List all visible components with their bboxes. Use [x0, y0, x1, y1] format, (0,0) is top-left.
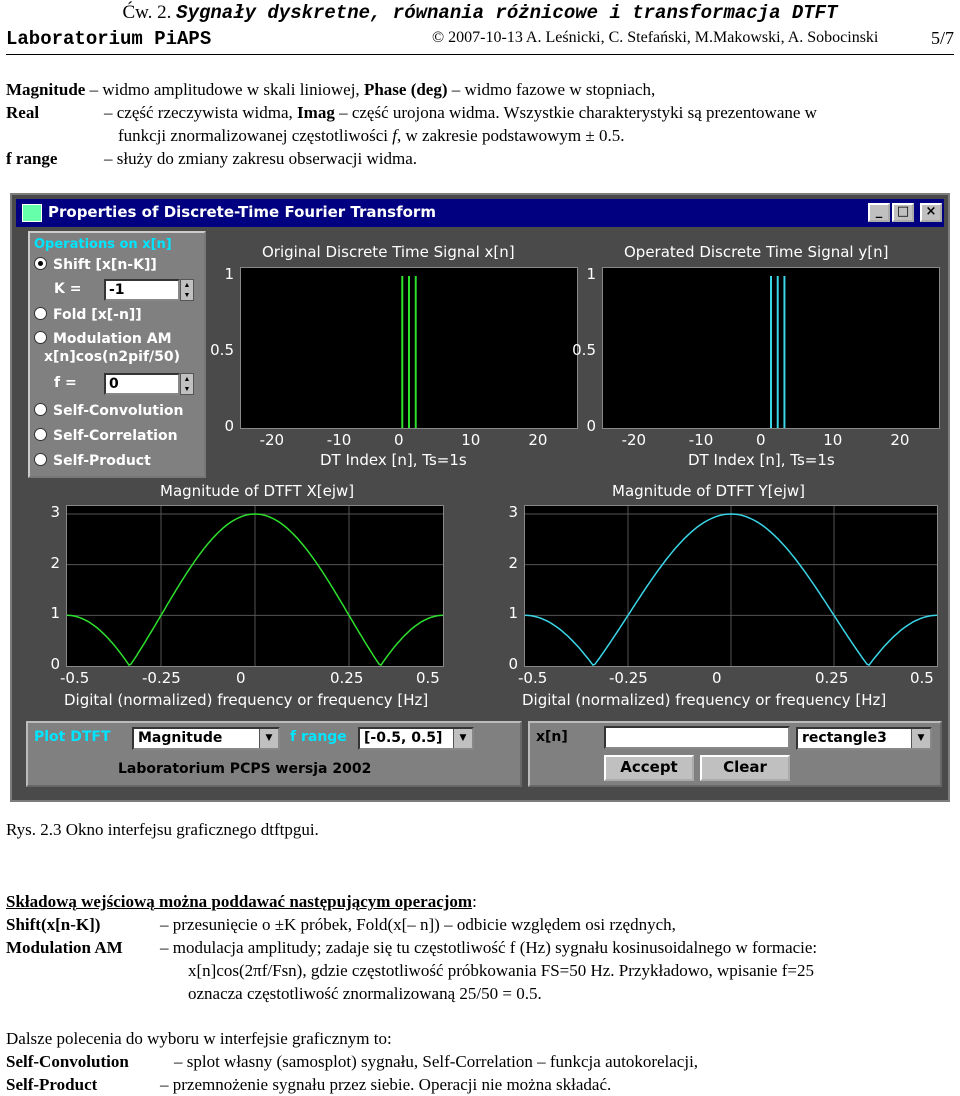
term-phase: Phase (deg): [363, 80, 448, 99]
definition-real-cont: [118, 124, 624, 147]
y-tick-label: 1: [50, 604, 60, 623]
radio-icon[interactable]: [34, 403, 47, 416]
frange-label: f range: [290, 729, 347, 745]
lab-name: Laboratorium PiAPS: [6, 28, 212, 50]
y-tick-label: 0: [224, 417, 234, 435]
x-tick-label: 0.5: [416, 669, 440, 687]
page-header-title: [0, 2, 960, 24]
x-tick-label: 10: [823, 431, 843, 449]
plot3-title: Magnitude of DTFT X[ejw]: [160, 482, 355, 500]
text-magnitude: – widmo amplitudowe w skali liniowej,: [89, 80, 360, 99]
page-header-bar: [6, 28, 954, 55]
x-tick-label: 0: [394, 431, 404, 449]
further-line: Dalsze polecenia do wyboru w interfejsie graficznym to:: [6, 1029, 392, 1048]
f-label: f =: [54, 375, 77, 391]
x-tick-label: 0: [756, 431, 766, 449]
xn-label: x[n]: [536, 729, 568, 745]
plot-dtft-select[interactable]: [132, 727, 280, 750]
option-mod-formula: x[n]cos(n2pif/50): [44, 349, 181, 365]
y-tick-label: 0: [508, 655, 518, 673]
ops-heading-text: Składową wejściową można poddawać następującym operacjom: [6, 892, 473, 911]
x-tick-label: -10: [688, 431, 714, 449]
x-tick-label: -20: [259, 431, 285, 449]
text-imag: – część urojona widma. Wszystkie charakterystyki są prezentowane w: [339, 103, 817, 122]
version-label: Laboratorium PCPS wersja 2002: [118, 761, 372, 777]
signal-select[interactable]: [796, 727, 932, 750]
text-real: – część rzeczywista widma,: [104, 103, 293, 122]
xn-input[interactable]: [604, 726, 790, 749]
y-tick-label: 3: [508, 503, 518, 521]
f-spinner[interactable]: ▲ ▼: [180, 373, 194, 395]
operations-title: Operations on x[n]: [34, 237, 172, 252]
term-frange: f range: [6, 149, 58, 168]
plot-dtft-y: [524, 505, 938, 667]
plot-dtft-value: Magnitude: [138, 730, 223, 746]
term-self-product: Self-Product: [6, 1075, 98, 1094]
y-tick-label: 2: [50, 553, 60, 572]
plot4-title: Magnitude of DTFT Y[ejw]: [612, 482, 806, 500]
y-tick-label: 1: [224, 265, 234, 283]
option-modulation[interactable]: [34, 331, 172, 347]
y-tick-label: 1: [508, 604, 518, 623]
option-shift-label: Shift [x[n-K]]: [53, 257, 157, 273]
plot2-xlabel: DT Index [n], Ts=1s: [688, 451, 835, 469]
option-fold-label: Fold [x[-n]]: [53, 307, 142, 323]
definition-real: [104, 101, 954, 124]
plot1-xlabel: DT Index [n], Ts=1s: [320, 451, 467, 469]
plot-dtft-x: [66, 505, 444, 667]
option-fold[interactable]: [34, 307, 142, 323]
term-shift: Shift(x[n-K]): [6, 915, 101, 934]
frange-value: [-0.5, 0.5]: [364, 730, 443, 746]
k-label: K =: [54, 281, 82, 297]
text-modulation-2: x[n]cos(2πf/Fsn), gdzie częstotliwość próbkowania FS=50 Hz. Przykładowo, wpisanie f=25: [188, 961, 814, 980]
text-shift: – przesunięcie o ±K próbek, Fold(x[– n]) – odbicie względem osi rzędnych,: [160, 915, 676, 934]
text-freq-a: funkcji znormalizowanej częstotliwości: [118, 126, 389, 145]
x-tick-label: 0: [236, 669, 246, 687]
y-tick-label: 2: [508, 553, 518, 572]
plot2-title: Operated Discrete Time Signal y[n]: [624, 243, 889, 261]
y-tick-label: 0.5: [210, 341, 234, 359]
figure-caption: Rys. 2.3 Okno interfejsu graficznego dtftpgui.: [6, 820, 319, 839]
radio-icon[interactable]: [34, 428, 47, 441]
option-self-correlation[interactable]: [34, 428, 178, 444]
option-selfprod-label: Self-Product: [53, 453, 151, 469]
term-real: Real: [6, 103, 40, 122]
f-input[interactable]: 0: [104, 373, 180, 395]
option-mod-label: Modulation AM: [53, 331, 172, 347]
clear-button[interactable]: Clear: [700, 755, 790, 781]
text-self-product: – przemnożenie sygnału przez siebie. Operacji nie można składać.: [160, 1075, 612, 1094]
plot3-xlabel: Digital (normalized) frequency or frequency [Hz]: [64, 691, 429, 709]
dtft-window: [10, 193, 950, 802]
definition-magnitude: [6, 78, 956, 101]
ops-heading-colon: :: [472, 892, 477, 911]
x-tick-label: -0.5: [518, 669, 548, 687]
dropdown-arrow-icon[interactable]: ▼: [911, 729, 930, 748]
dropdown-arrow-icon[interactable]: ▼: [453, 729, 472, 748]
text-freq-b: f: [392, 126, 398, 145]
option-shift[interactable]: [34, 257, 157, 273]
copyright: © 2007-10-13 A. Leśnicki, C. Stefański, M.Makowski, A. Sobocinski: [432, 29, 879, 46]
bottom-left-bar: [26, 721, 522, 787]
app-icon: [22, 204, 42, 222]
x-tick-label: 0.5: [910, 669, 934, 687]
text-phase: – widmo fazowe w stopniach,: [451, 80, 656, 99]
signal-value: rectangle3: [802, 730, 887, 746]
operations-panel: [28, 231, 206, 478]
plot1-title: Original Discrete Time Signal x[n]: [262, 243, 515, 261]
radio-selected-icon[interactable]: [34, 257, 47, 270]
x-tick-label: 20: [890, 431, 910, 449]
x-tick-label: 0.25: [815, 669, 849, 687]
y-tick-label: 0: [50, 655, 60, 673]
bottom-right-bar: [528, 721, 942, 787]
x-tick-label: -10: [326, 431, 352, 449]
accept-button[interactable]: Accept: [604, 755, 694, 781]
option-self-convolution[interactable]: [34, 403, 183, 419]
k-spinner[interactable]: ▲ ▼: [180, 279, 194, 301]
x-tick-label: 10: [461, 431, 481, 449]
x-tick-label: 0.25: [330, 669, 364, 687]
exercise-number: Ćw. 2.: [122, 2, 172, 23]
text-frange: – służy do zmiany zakresu obserwacji widma.: [104, 149, 417, 168]
maximize-button[interactable]: □: [892, 203, 914, 222]
y-tick-label: 0.5: [572, 341, 596, 359]
x-tick-label: -0.25: [609, 669, 648, 687]
text-modulation-1: – modulacja amplitudy; zadaje się tu częstotliwość f (Hz) sygnału kosinusoidalnego w formacie:: [160, 938, 818, 957]
page-number: 5/7: [930, 28, 954, 48]
option-self-product[interactable]: [34, 453, 151, 469]
x-tick-label: -0.5: [60, 669, 90, 687]
term-self-convolution: Self-Convolution: [6, 1052, 129, 1071]
dropdown-arrow-icon[interactable]: ▼: [259, 729, 278, 748]
radio-icon[interactable]: [34, 307, 47, 320]
frange-select[interactable]: [358, 727, 474, 750]
plot4-xlabel: Digital (normalized) frequency or frequency [Hz]: [522, 691, 887, 709]
x-tick-label: -0.25: [142, 669, 181, 687]
y-tick-label: 1: [586, 265, 596, 283]
option-selfconv-label: Self-Convolution: [53, 403, 184, 419]
plot-original-signal: [240, 267, 578, 429]
x-tick-label: 0: [712, 669, 722, 687]
text-modulation-3: oznacza częstotliwość znormalizowaną 25/50 = 0.5.: [188, 984, 542, 1003]
text-self-convolution: – splot własny (samosplot) sygnału, Self-Correlation – funkcja autokorelacji,: [174, 1052, 699, 1071]
ops-heading: [6, 890, 477, 913]
minimize-button[interactable]: _: [868, 203, 890, 222]
plot-operated-signal: [602, 267, 940, 429]
window-title: Properties of Discrete-Time Fourier Transform: [48, 203, 436, 221]
option-selfcorr-label: Self-Correlation: [53, 428, 178, 444]
term-modulation: Modulation AM: [6, 938, 123, 957]
exercise-title: Sygnały dyskretne, równania różnicowe i transformacja DTFT: [176, 2, 838, 24]
radio-icon[interactable]: [34, 331, 47, 344]
term-imag: Imag: [297, 103, 335, 122]
term-magnitude: Magnitude: [6, 80, 86, 99]
window-titlebar: [16, 199, 944, 227]
radio-icon[interactable]: [34, 453, 47, 466]
y-tick-label: 3: [50, 503, 60, 521]
text-freq-c: , w zakresie podstawowym ± 0.5.: [397, 126, 625, 145]
x-tick-label: -20: [621, 431, 647, 449]
plot-dtft-label: Plot DTFT: [34, 729, 111, 745]
y-tick-label: 0: [586, 417, 596, 435]
close-button[interactable]: ×: [920, 203, 942, 222]
x-tick-label: 20: [528, 431, 548, 449]
k-input[interactable]: -1: [104, 279, 180, 301]
